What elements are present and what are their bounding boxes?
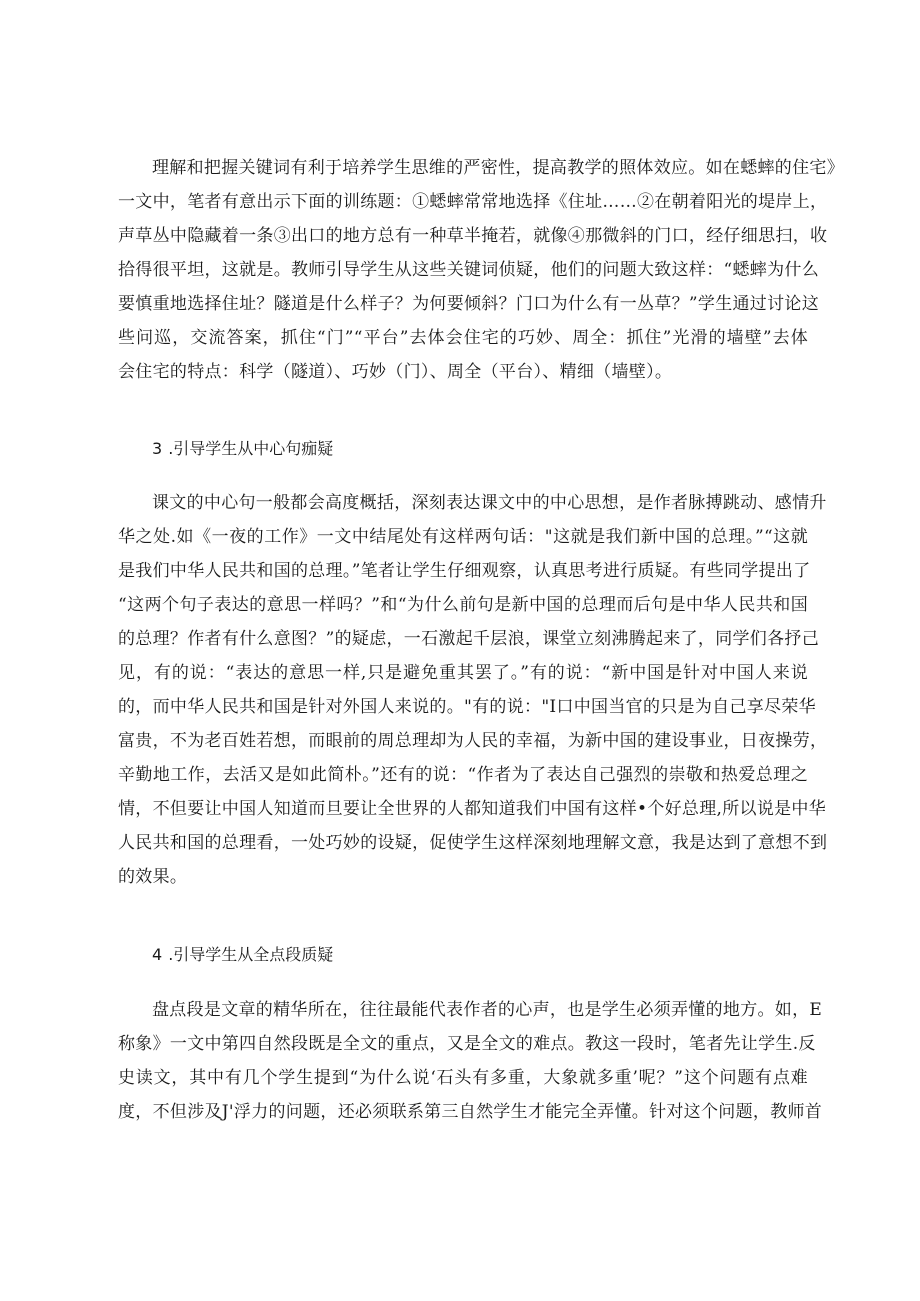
text-line: 度，不但涉及J'浮力的问题，还必须联系第三自然学生才能完全弄懂。针对这个问题，教师首 <box>118 1102 823 1122</box>
text-line: 见，有的说：“表达的意思一样,只是避免重其罢了。”有的说：“新中国是针对中国人来说 <box>118 663 808 683</box>
text-line: 人民共和国的总理看，一处巧妙的设疑，促使学生这样深刻地理解文意，我是达到了意想不到 <box>118 833 828 853</box>
text-line: 情，不但要让中国人知道而旦要让全世界的人都知道我们中国有这样•个好总理,所以说是中华 <box>118 799 827 819</box>
text-line: 的，而中华人民共和国是针对外国人来说的。"有的说："I口中国当官的只是为自己享尽荣华 <box>118 697 816 717</box>
text-line: 的总理？作者有什么意图？”的疑虑，一石激起千层浪，课堂立刻沸腾起来了，同学们各抒己 <box>118 629 819 649</box>
text-line: 要慎重地选择住址？隧道是什么样子？为何要倾斜？门口为什么有一丛草？”学生通过讨论这 <box>118 294 819 314</box>
text-line: 华之处.如《一夜的工作》一文中结尾处有这样两句话："这就是我们新中国的总理。”“这就 <box>118 527 808 547</box>
paragraph-central-sentence <box>118 486 828 894</box>
text-line: 声草丛中隐藏着一条③出口的地方总有一种草半掩若，就像④那微斜的门口，经仔细思扫，收 <box>118 226 828 246</box>
text-line: 盘点段是文章的精华所在，往往最能代表作者的心声，也是学生必须弄懂的地方。如，E <box>152 1000 823 1020</box>
heading-number: 3 <box>152 439 163 458</box>
section-heading-3 <box>152 434 333 464</box>
text-line: 拾得很平坦，这就是。教师引导学生从这些关键词侦疑，他们的问题大致这样：“蟋蟀为什么 <box>118 260 819 280</box>
text-line: 的效果。 <box>118 867 188 887</box>
text-line: 史读文，其中有几个学生提到“为什么说‘石头有多重，大象就多重’呢？”这个问题有点难 <box>118 1068 808 1088</box>
text-line: 理解和把握关键词有利于培养学生思维的严密性，提高教学的照体效应。如在蟋蟀的住宅》 <box>152 158 844 178</box>
text-line: 会住宅的特点：科学（隧道）、巧妙（门）、周全（平台）、精细（墙壁）。 <box>118 362 673 382</box>
paragraph-key-words <box>118 151 844 389</box>
text-line: “这两个句子表达的意思一样吗？”和“为什么前句是新中国的总理而后句是中华人民共和国 <box>118 595 808 615</box>
heading-text: .引导学生从全点段质疑 <box>168 945 334 964</box>
section-heading-4 <box>152 940 333 970</box>
text-line: 辛勤地工作，去活又是如此简朴。”还有的说：“作者为了表达自己强烈的崇敬和热爱总理之 <box>118 765 808 785</box>
heading-text: .引导学生从中心句痂疑 <box>168 439 334 458</box>
paragraph-key-section <box>118 993 823 1129</box>
text-line: 课文的中心句一般都会高度概括，深刻表达课文中的中心思想，是作者脉搏跳动、感情升 <box>152 493 827 513</box>
text-line: 称象》一文中第四自然段既是全文的重点，又是全文的难点。教这一段时，笔者先让学生.反 <box>118 1034 816 1054</box>
text-line: 是我们中华人民共和国的总理。”笔者让学生仔细观察，认真思考进行质疑。有些同学提出了 <box>118 561 811 581</box>
text-line: 一文中，笔者有意出示下面的训练题：①蟋蟀常常地选择《住址……②在朝着阳光的堤岸上， <box>118 192 828 212</box>
text-line: 些问巡，交流答案，抓住“门”“平台”去体会住宅的巧妙、周全：抓住”光滑的墙壁”去体 <box>118 328 808 348</box>
text-line: 富贵，不为老百姓若想，而眼前的周总理却为人民的幸福，为新中国的建设事业，日夜操劳， <box>118 731 828 751</box>
heading-number: 4 <box>152 945 163 964</box>
